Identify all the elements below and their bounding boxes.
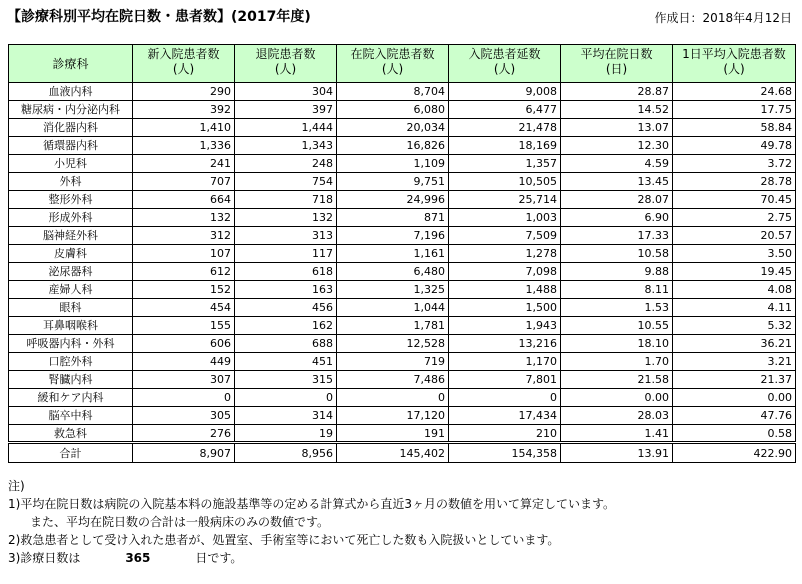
note-3-suffix: 日です。 (195, 551, 243, 565)
department-cell: 脳卒中科 (9, 407, 133, 425)
value-cell: 20,034 (337, 119, 449, 137)
value-cell: 315 (235, 371, 337, 389)
value-cell: 8,956 (235, 443, 337, 463)
value-cell: 18,169 (449, 137, 561, 155)
value-cell: 10,505 (449, 173, 561, 191)
department-cell: 泌尿器科 (9, 263, 133, 281)
value-cell: 21,478 (449, 119, 561, 137)
value-cell: 456 (235, 299, 337, 317)
department-cell: 口腔外科 (9, 353, 133, 371)
value-cell: 0 (235, 389, 337, 407)
value-cell: 58.84 (673, 119, 796, 137)
value-cell: 312 (133, 227, 235, 245)
department-cell: 脳神経外科 (9, 227, 133, 245)
table-row (9, 209, 796, 227)
value-cell: 3.50 (673, 245, 796, 263)
value-cell: 241 (133, 155, 235, 173)
value-cell: 1,003 (449, 209, 561, 227)
notes-section (8, 477, 615, 567)
value-cell: 28.07 (561, 191, 673, 209)
value-cell: 14.52 (561, 101, 673, 119)
value-cell: 132 (235, 209, 337, 227)
value-cell: 1.70 (561, 353, 673, 371)
table-row (9, 83, 796, 101)
value-cell: 1,410 (133, 119, 235, 137)
value-cell: 24.68 (673, 83, 796, 101)
column-header: 入院患者延数 (人) (449, 45, 561, 83)
value-cell: 25,714 (449, 191, 561, 209)
value-cell: 6,480 (337, 263, 449, 281)
value-cell: 117 (235, 245, 337, 263)
value-cell: 28.03 (561, 407, 673, 425)
value-cell: 688 (235, 335, 337, 353)
value-cell: 19.45 (673, 263, 796, 281)
value-cell: 1,343 (235, 137, 337, 155)
table-row (9, 227, 796, 245)
value-cell: 9,751 (337, 173, 449, 191)
value-cell: 248 (235, 155, 337, 173)
value-cell: 422.90 (673, 443, 796, 463)
value-cell: 314 (235, 407, 337, 425)
department-cell: 緩和ケア内科 (9, 389, 133, 407)
value-cell: 8.11 (561, 281, 673, 299)
value-cell: 28.78 (673, 173, 796, 191)
value-cell: 6.90 (561, 209, 673, 227)
column-header: 在院入院患者数 (人) (337, 45, 449, 83)
table-row (9, 281, 796, 299)
table-row (9, 191, 796, 209)
value-cell: 17,434 (449, 407, 561, 425)
department-cell: 整形外科 (9, 191, 133, 209)
value-cell: 664 (133, 191, 235, 209)
department-cell: 形成外科 (9, 209, 133, 227)
value-cell: 13.07 (561, 119, 673, 137)
value-cell: 20.57 (673, 227, 796, 245)
table-row (9, 371, 796, 389)
department-cell: 糖尿病・内分泌内科 (9, 101, 133, 119)
value-cell: 1,500 (449, 299, 561, 317)
value-cell: 162 (235, 317, 337, 335)
value-cell: 17,120 (337, 407, 449, 425)
department-stats-table (8, 44, 796, 463)
value-cell: 0.00 (673, 389, 796, 407)
value-cell: 718 (235, 191, 337, 209)
table-row (9, 317, 796, 335)
value-cell: 612 (133, 263, 235, 281)
value-cell: 107 (133, 245, 235, 263)
value-cell: 155 (133, 317, 235, 335)
value-cell: 451 (235, 353, 337, 371)
column-header: 1日平均入院患者数(人) (673, 45, 796, 83)
value-cell: 454 (133, 299, 235, 317)
value-cell: 618 (235, 263, 337, 281)
value-cell: 0 (133, 389, 235, 407)
value-cell: 7,509 (449, 227, 561, 245)
value-cell: 304 (235, 83, 337, 101)
value-cell: 1,336 (133, 137, 235, 155)
table-row (9, 263, 796, 281)
value-cell: 1,357 (449, 155, 561, 173)
value-cell: 307 (133, 371, 235, 389)
value-cell: 152 (133, 281, 235, 299)
value-cell: 24,996 (337, 191, 449, 209)
department-cell: 循環器内科 (9, 137, 133, 155)
value-cell: 210 (449, 425, 561, 443)
value-cell: 21.37 (673, 371, 796, 389)
value-cell: 8,704 (337, 83, 449, 101)
note-1-continued: また、平均在院日数の合計は一般病床のみの数値です。 (30, 515, 330, 529)
table-row (9, 353, 796, 371)
value-cell: 145,402 (337, 443, 449, 463)
value-cell: 0 (449, 389, 561, 407)
department-cell: 救急科 (9, 425, 133, 443)
department-cell: 合計 (9, 443, 133, 463)
value-cell: 12.30 (561, 137, 673, 155)
value-cell: 1,444 (235, 119, 337, 137)
value-cell: 2.75 (673, 209, 796, 227)
value-cell: 36.21 (673, 335, 796, 353)
value-cell: 6,477 (449, 101, 561, 119)
value-cell: 5.32 (673, 317, 796, 335)
value-cell: 290 (133, 83, 235, 101)
note-3-prefix: 3)診療日数は (8, 551, 81, 565)
table-row (9, 173, 796, 191)
value-cell: 276 (133, 425, 235, 443)
value-cell: 70.45 (673, 191, 796, 209)
department-cell: 外科 (9, 173, 133, 191)
value-cell: 707 (133, 173, 235, 191)
value-cell: 13.45 (561, 173, 673, 191)
notes-heading: 注) (8, 479, 25, 493)
value-cell: 1,488 (449, 281, 561, 299)
value-cell: 28.87 (561, 83, 673, 101)
value-cell: 1,278 (449, 245, 561, 263)
value-cell: 1,109 (337, 155, 449, 173)
value-cell: 1,044 (337, 299, 449, 317)
department-cell: 耳鼻咽喉科 (9, 317, 133, 335)
value-cell: 1.41 (561, 425, 673, 443)
department-cell: 産婦人科 (9, 281, 133, 299)
note-1: 1)平均在院日数は病院の入院基本料の施設基準等の定める計算式から直近3ヶ月の数値を用いて算定しています。 (8, 497, 615, 511)
department-cell: 腎臓内科 (9, 371, 133, 389)
value-cell: 47.76 (673, 407, 796, 425)
creation-date: 作成日：2018年4月12日 (654, 11, 792, 25)
table-row (9, 407, 796, 425)
value-cell: 7,801 (449, 371, 561, 389)
value-cell: 4.59 (561, 155, 673, 173)
value-cell: 397 (235, 101, 337, 119)
note-3 (8, 549, 615, 567)
value-cell: 132 (133, 209, 235, 227)
table-row (9, 299, 796, 317)
department-cell: 小児科 (9, 155, 133, 173)
value-cell: 6,080 (337, 101, 449, 119)
value-cell: 163 (235, 281, 337, 299)
table-row (9, 101, 796, 119)
value-cell: 10.55 (561, 317, 673, 335)
value-cell: 449 (133, 353, 235, 371)
value-cell: 392 (133, 101, 235, 119)
value-cell: 871 (337, 209, 449, 227)
value-cell: 10.58 (561, 245, 673, 263)
value-cell: 754 (235, 173, 337, 191)
value-cell: 8,907 (133, 443, 235, 463)
value-cell: 1.53 (561, 299, 673, 317)
value-cell: 7,196 (337, 227, 449, 245)
value-cell: 0 (337, 389, 449, 407)
value-cell: 13,216 (449, 335, 561, 353)
value-cell: 313 (235, 227, 337, 245)
table-row (9, 335, 796, 353)
total-row (9, 443, 796, 463)
value-cell: 3.21 (673, 353, 796, 371)
value-cell: 7,098 (449, 263, 561, 281)
page-title: 【診療科別平均在院日数・患者数】(2017年度) (7, 9, 311, 25)
value-cell: 606 (133, 335, 235, 353)
value-cell: 305 (133, 407, 235, 425)
table-row (9, 245, 796, 263)
value-cell: 9,008 (449, 83, 561, 101)
value-cell: 21.58 (561, 371, 673, 389)
column-header: 退院患者数 (人) (235, 45, 337, 83)
table-header-row (9, 45, 796, 83)
value-cell: 1,170 (449, 353, 561, 371)
value-cell: 17.75 (673, 101, 796, 119)
value-cell: 9.88 (561, 263, 673, 281)
table-row (9, 389, 796, 407)
value-cell: 12,528 (337, 335, 449, 353)
column-header: 新入院患者数 (人) (133, 45, 235, 83)
value-cell: 16,826 (337, 137, 449, 155)
value-cell: 49.78 (673, 137, 796, 155)
value-cell: 1,325 (337, 281, 449, 299)
value-cell: 18.10 (561, 335, 673, 353)
value-cell: 19 (235, 425, 337, 443)
note-2: 2)救急患者として受け入れた患者が、処置室、手術室等において死亡した数も入院扱いとしています。 (8, 533, 560, 547)
value-cell: 4.08 (673, 281, 796, 299)
table-row (9, 119, 796, 137)
value-cell: 1,161 (337, 245, 449, 263)
column-header: 診療科 (9, 45, 133, 83)
department-cell: 呼吸器内科・外科 (9, 335, 133, 353)
value-cell: 1,943 (449, 317, 561, 335)
value-cell: 719 (337, 353, 449, 371)
column-header: 平均在院日数 (日) (561, 45, 673, 83)
department-cell: 血液内科 (9, 83, 133, 101)
table-row (9, 137, 796, 155)
value-cell: 0.58 (673, 425, 796, 443)
table-row (9, 155, 796, 173)
department-cell: 眼科 (9, 299, 133, 317)
department-cell: 皮膚科 (9, 245, 133, 263)
treatment-days-value: 365 (125, 551, 151, 565)
table-row (9, 425, 796, 443)
value-cell: 4.11 (673, 299, 796, 317)
value-cell: 7,486 (337, 371, 449, 389)
value-cell: 1,781 (337, 317, 449, 335)
value-cell: 13.91 (561, 443, 673, 463)
value-cell: 0.00 (561, 389, 673, 407)
department-cell: 消化器内科 (9, 119, 133, 137)
value-cell: 191 (337, 425, 449, 443)
value-cell: 3.72 (673, 155, 796, 173)
value-cell: 154,358 (449, 443, 561, 463)
value-cell: 17.33 (561, 227, 673, 245)
